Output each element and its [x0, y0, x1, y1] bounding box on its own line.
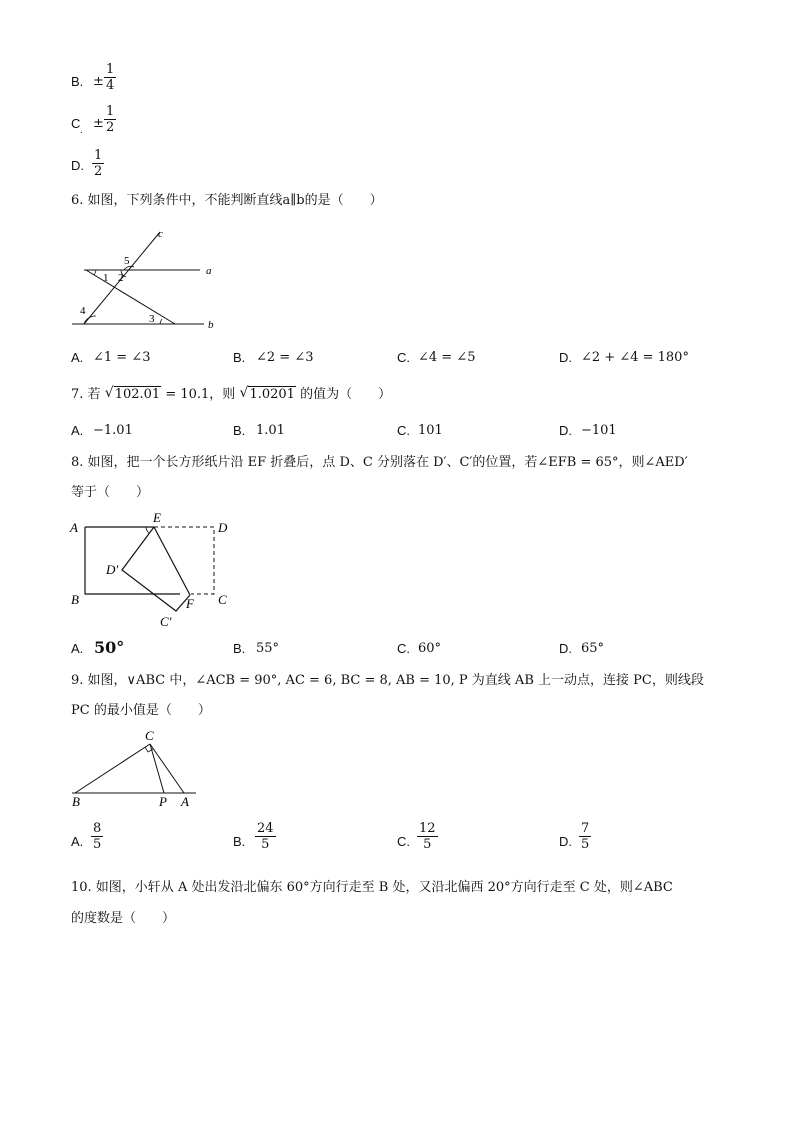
label-b: b — [208, 319, 214, 331]
segment-PC — [150, 744, 164, 793]
segment-BC — [75, 744, 150, 793]
option-label: D. — [559, 834, 572, 849]
fraction — [91, 821, 103, 852]
label-P: P — [159, 794, 167, 809]
folded-part — [122, 527, 190, 611]
numerator: 1 — [106, 62, 115, 77]
angle-label-2: 2 — [118, 272, 124, 284]
label-B: B — [71, 592, 79, 607]
question-10-stem-line1: 10. 如图，小轩从 A 处出发沿北偏东 60°方向行走至 B 处，又沿北偏西 20°方向行走至 C 处，则∠ABC — [71, 880, 673, 895]
label-D-prime: D′ — [106, 562, 119, 577]
segment-CA — [150, 744, 184, 793]
question-8-stem-line2: 等于（ ） — [71, 485, 150, 500]
question-10-stem-line2: 的度数是（ ） — [71, 911, 176, 926]
option-label: B. — [71, 74, 84, 89]
label-C: C — [218, 592, 227, 607]
question-6-figure — [70, 226, 230, 336]
label-D: D — [218, 520, 228, 535]
radical-sign-icon: √ — [239, 385, 249, 401]
angle-label-1: 1 — [103, 272, 109, 284]
option-text: 65° — [581, 641, 605, 656]
fold-line-EF — [154, 527, 190, 595]
option-label: C. — [397, 834, 410, 849]
denominator: 5 — [93, 837, 102, 852]
denominator: 2 — [94, 164, 103, 179]
question-8-figure — [68, 508, 238, 632]
option-text: ∠1 = ∠3 — [93, 350, 151, 365]
angle-label-3: 3 — [149, 313, 155, 325]
numerator: 1 — [94, 148, 103, 163]
angle-label-5: 5 — [124, 255, 130, 267]
label-C-prime: C′ — [160, 614, 172, 629]
fraction — [579, 821, 591, 852]
label-a: a — [206, 265, 212, 277]
option-label: D. — [559, 641, 572, 656]
label-A: A — [181, 794, 189, 809]
label-B: B — [72, 794, 80, 809]
denominator: 5 — [581, 837, 590, 852]
option-text: 101 — [418, 423, 443, 438]
fraction — [92, 148, 104, 179]
option-text: −101 — [581, 423, 617, 438]
option-label: B. — [233, 423, 246, 438]
option-text: ∠2 = ∠3 — [256, 350, 314, 365]
option-dot: . — [80, 126, 83, 136]
option-text: 55° — [256, 641, 280, 656]
option-label: A. — [71, 350, 84, 365]
fraction — [255, 821, 276, 852]
question-9-figure — [68, 726, 208, 810]
denominator: 5 — [255, 836, 276, 852]
option-text: ∠2 + ∠4 = 180° — [581, 350, 689, 365]
option-label: D. — [559, 350, 572, 365]
numerator: 1 — [106, 104, 115, 119]
fraction — [417, 821, 438, 852]
numerator: 24 — [257, 821, 274, 836]
fraction — [104, 104, 116, 135]
angle-label-4: 4 — [80, 305, 86, 317]
radicand: 1.0201 — [249, 387, 295, 402]
option-label: B. — [233, 834, 246, 849]
label-E: E — [153, 510, 161, 525]
numerator: 12 — [419, 821, 436, 836]
square-root — [105, 387, 162, 403]
option-label: C — [71, 116, 81, 131]
stem-prefix: 7. 若 — [71, 387, 101, 402]
label-c: c — [158, 228, 163, 240]
radicand: 102.01 — [114, 387, 161, 402]
option-text: ∠4 = ∠5 — [418, 350, 476, 365]
plus-minus-sign: ± — [93, 74, 104, 89]
question-7-stem — [71, 387, 391, 403]
angle-arc — [160, 319, 162, 324]
label-C: C — [145, 728, 154, 743]
option-label: B. — [233, 641, 246, 656]
angle-arc — [84, 316, 96, 324]
option-label: A. — [71, 834, 84, 849]
option-text: 50° — [94, 638, 125, 657]
square-root — [239, 387, 296, 403]
question-9-stem-line2: PC 的最小值是（ ） — [71, 703, 211, 718]
question-8-stem-line1: 8. 如图，把一个长方形纸片沿 EF 折叠后，点 D、C 分别落在 D′、C′的位置，若∠EFB = 65°，则∠AED′ — [71, 455, 688, 470]
stem-suffix: 的值为（ ） — [300, 387, 392, 402]
option-label: D. — [71, 158, 84, 173]
plus-minus-sign: ± — [93, 116, 104, 131]
option-label: C. — [397, 423, 410, 438]
label-A: A — [70, 520, 78, 535]
equation-part: = 10.1，则 — [165, 387, 236, 402]
option-label: C. — [397, 641, 410, 656]
transversal — [86, 270, 175, 324]
option-text: 60° — [418, 641, 442, 656]
denominator: 5 — [417, 836, 438, 852]
angle-arc — [94, 270, 96, 275]
fraction — [104, 62, 116, 93]
question-6-stem: 6. 如图，下列条件中，不能判断直线a∥b的是（ ） — [71, 193, 383, 208]
option-label: B. — [233, 350, 246, 365]
radical-sign-icon: √ — [104, 385, 114, 401]
denominator: 4 — [106, 78, 115, 93]
question-9-stem-line1: 9. 如图，∨ABC 中，∠ACB = 90°, AC = 6, BC = 8, AB = 10, P 为直线 AB 上一动点，连接 PC，则线段 — [71, 673, 704, 688]
option-text: −1.01 — [93, 423, 133, 438]
angle-arc — [146, 527, 149, 533]
numerator: 7 — [581, 821, 590, 836]
option-label: A. — [71, 423, 84, 438]
option-label: A. — [71, 641, 84, 656]
numerator: 8 — [93, 821, 102, 836]
option-label: D. — [559, 423, 572, 438]
rectangle-left-bottom — [85, 527, 180, 594]
label-F: F — [186, 596, 194, 611]
denominator: 2 — [106, 120, 115, 135]
option-label: C. — [397, 350, 410, 365]
option-text: 1.01 — [256, 423, 285, 438]
